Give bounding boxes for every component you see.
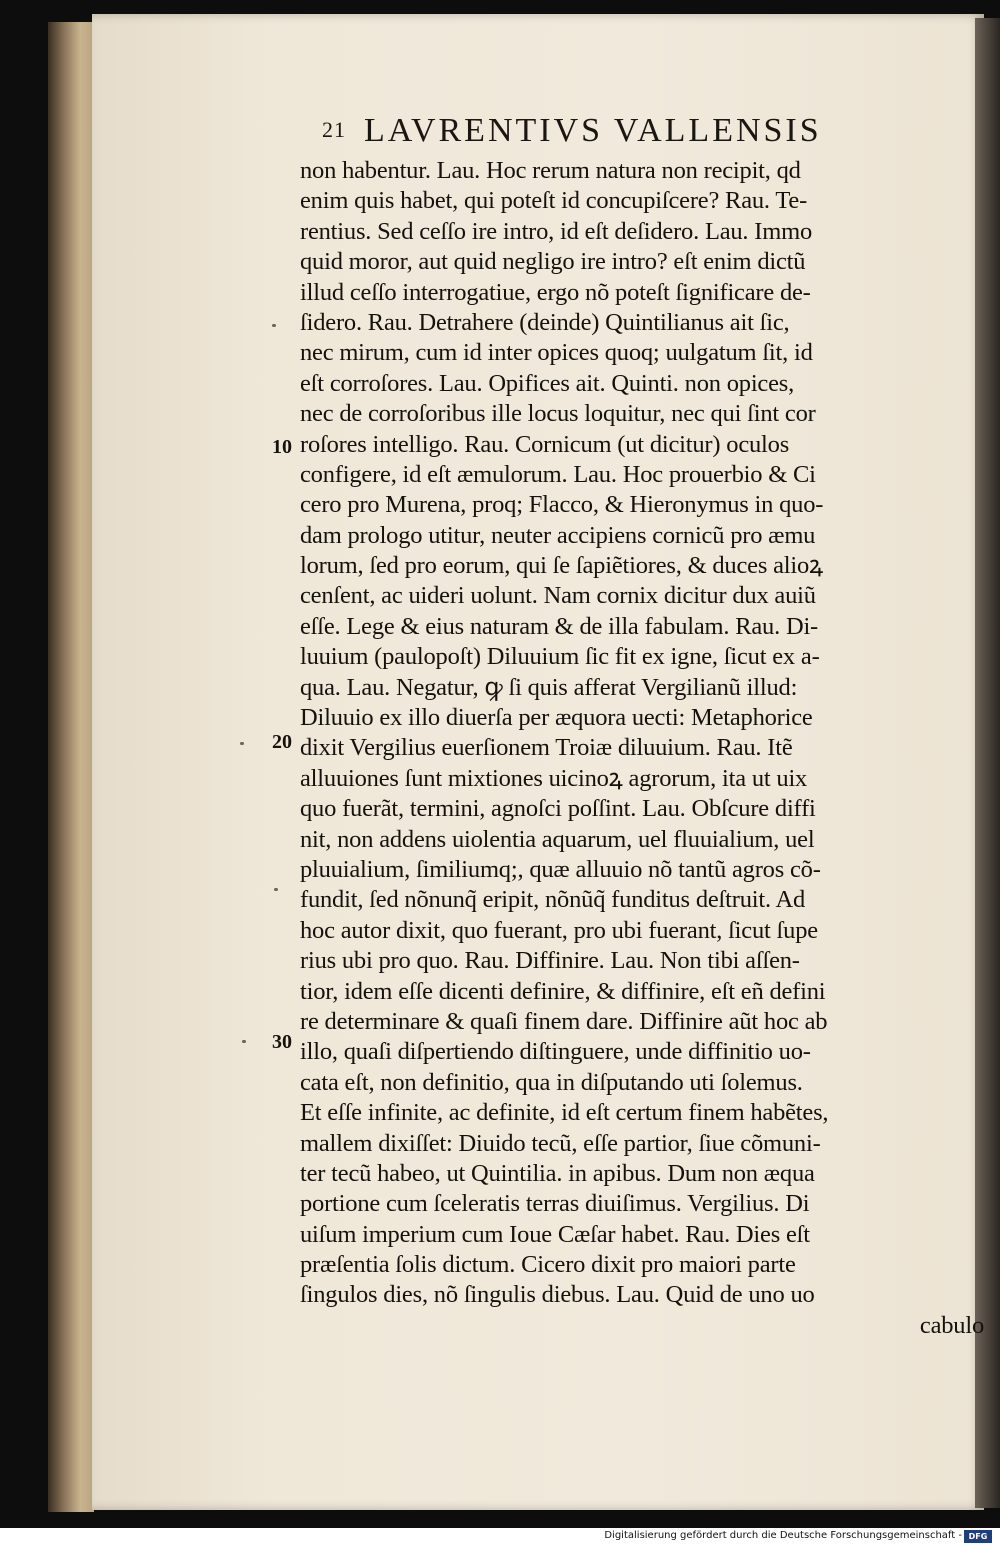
- text-line: fundit, ſed nõnunq̃ eripit, nõnũq̃ funditus deſtruit. Ad: [300, 886, 806, 914]
- funding-credit: Digitalisierung gefördert durch die Deutsche Forschungsgemeinschaft -: [604, 1530, 962, 1541]
- text-line: rius ubi pro quo. Rau. Diffinire. Lau. Non tibi aſſen-: [300, 947, 800, 975]
- text-line: Diluuio ex illo diuerſa per æquora uecti: Metaphorice: [300, 704, 813, 732]
- text-line: pluuialium, ſimiliumq;, quæ alluuio nõ tantũ agros cõ-: [300, 855, 821, 883]
- text-line: alluuiones ſunt mixtiones uicinoꝝ agrorum, ita ut uix: [300, 764, 808, 792]
- catchword: cabulo: [919, 1311, 984, 1339]
- text-line: luuium (paulopoſt) Diluuium ſic fit ex igne, ſicut ex a-: [300, 643, 820, 671]
- text-line: Et eſſe infinite, ac definite, id eſt certum finem habẽtes,: [300, 1099, 829, 1127]
- text-line: illud ceſſo interrogatiue, ergo nõ poteſt ſignificare de-: [300, 278, 811, 306]
- text-line: nec de corroſoribus ille locus loquitur, nec qui ſint cor: [300, 400, 816, 428]
- text-line: nec mirum, cum id inter opices quoq; uulgatum ſit, id: [300, 339, 813, 367]
- text-line: qua. Lau. Negatur, ꝙ ſi quis afferat Vergilianũ illud:: [300, 673, 798, 701]
- text-block: [300, 156, 986, 1341]
- text-line: ſingulos dies, nõ ſingulis diebus. Lau. Quid de uno uo: [300, 1281, 815, 1309]
- margin-line-number: 10: [272, 436, 292, 458]
- text-line: cenſent, ac uideri uolunt. Nam cornix dicitur dux auiũ: [300, 582, 816, 610]
- text-line: ſidero. Rau. Detrahere (deinde) Quintilianus ait ſic,: [300, 308, 790, 336]
- text-line: eſt corroſores. Lau. Opifices ait. Quinti. non opices,: [300, 369, 795, 397]
- text-line: nit, non addens uiolentia aquarum, uel fluuialium, uel: [300, 825, 815, 853]
- text-line: rentius. Sed ceſſo ire intro, id eſt deſidero. Lau. Immo: [300, 217, 813, 245]
- margin-mark: [272, 324, 276, 327]
- running-title: LAVRENTIVS VALLENSIS: [364, 112, 822, 149]
- page-edge-gutter: [48, 22, 94, 1512]
- text-line: mallem dixiſſet: Diuido tecũ, eſſe partior, ſiue cõmuni-: [300, 1129, 821, 1157]
- text-line: ter tecũ habeo, ut Quintilia. in apibus. Dum non æqua: [300, 1159, 815, 1187]
- margin-mark: [242, 1040, 246, 1043]
- text-line: cata eſt, non definitio, qua in diſputando uti ſolemus.: [300, 1068, 803, 1096]
- text-line: non habentur. Lau. Hoc rerum natura non recipit, qd: [300, 157, 801, 184]
- text-line: re determinare & quaſi finem dare. Diffinire aũt hoc ab: [300, 1007, 828, 1035]
- text-line: eſſe. Lege & eius naturam & de illa fabulam. Rau. Di-: [300, 612, 819, 640]
- text-line: tior, idem eſſe dicenti definire, & diffinire, eſt eñ defini: [300, 977, 826, 1005]
- text-line: dixit Vergilius euerſionem Troiæ diluuium. Rau. Itẽ: [300, 734, 793, 762]
- margin-line-number: 20: [272, 731, 292, 753]
- text-line: enim quis habet, qui poteſt id concupiſcere? Rau. Te-: [300, 187, 808, 215]
- text-line: cero pro Murena, proq; Flacco, & Hieronymus in quo-: [300, 491, 824, 519]
- text-line: quid moror, aut quid negligo ire intro? eſt enim dictũ: [300, 248, 806, 276]
- text-line: hoc autor dixit, quo fuerant, pro ubi fuerant, ſicut ſupe: [300, 916, 818, 944]
- text-line: dam prologo utitur, neuter accipiens cornicũ pro æmu: [300, 521, 816, 549]
- text-line: configere, id eſt æmulorum. Lau. Hoc prouerbio & Ci: [300, 460, 816, 488]
- margin-mark: [240, 742, 244, 745]
- running-head: [322, 112, 882, 150]
- text-line: uiſum imperium cum Ioue Cæſar habet. Rau. Dies eſt: [300, 1220, 810, 1248]
- text-line: quo fuerãt, termini, agnoſci poſſint. Lau. Obſcure diffi: [300, 795, 816, 823]
- margin-mark: [274, 888, 278, 891]
- page-number: 21: [322, 117, 346, 142]
- dfg-logo: DFG: [964, 1530, 992, 1543]
- text-line: roſores intelligo. Rau. Cornicum (ut dicitur) oculos: [300, 430, 790, 458]
- margin-line-number: 30: [272, 1031, 292, 1053]
- text-line: illo, quaſi diſpertiendo diſtinguere, unde diffinitio uo-: [300, 1038, 811, 1066]
- text-line: lorum, ſed pro eorum, qui ſe ſapiẽtiores, & duces alioꝝ: [300, 552, 823, 580]
- text-line: portione cum ſceleratis terras diuiſimus. Vergilius. Di: [300, 1190, 810, 1218]
- text-line: præſentia ſolis dictum. Cicero dixit pro maiori parte: [300, 1251, 796, 1279]
